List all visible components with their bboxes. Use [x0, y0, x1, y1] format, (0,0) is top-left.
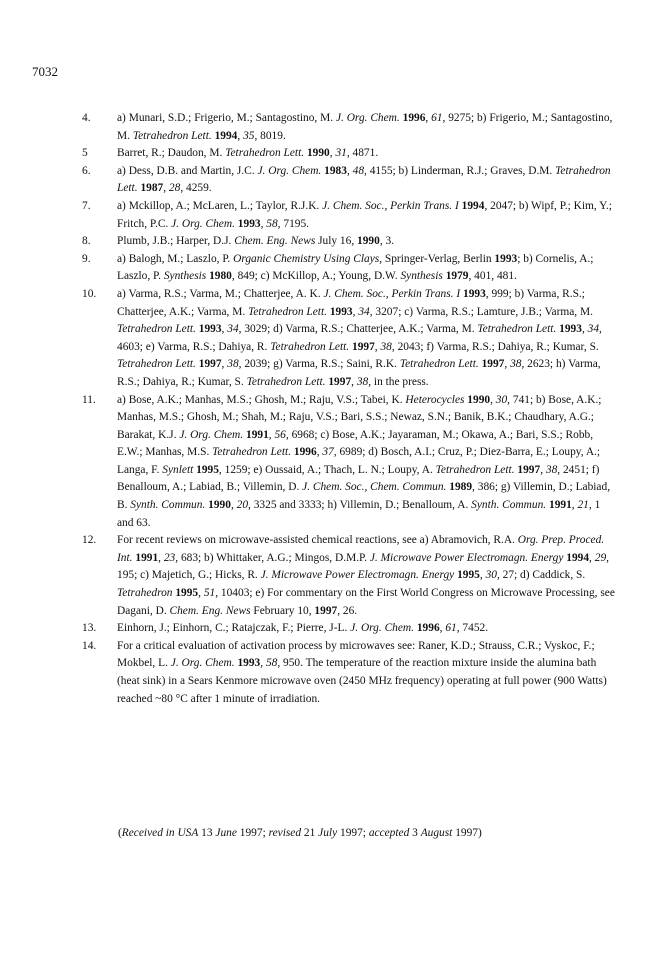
reference-number: 7. [82, 199, 91, 212]
reference-item [82, 392, 616, 533]
reference-item [82, 620, 616, 638]
reference-list [82, 110, 616, 708]
reference-item [82, 532, 616, 620]
reference-text: a) Bose, A.K.; Manhas, M.S.; Ghosh, M.; Raju, V.S.; Tabei, K. Heterocycles 1990, 30, 741; b) Bose, A.K.; Manhas, M.S.; Ghosh, M.; Shah, M.; Raju, V.S.; Bari, S.S.; Newaz, S.N.; Banik, B.K.; Chaudhary, A.G.; Barakat, K.J. J. Org. Chem. 1991, 56, 6968; c) Bose, A.K.; Jayaraman, M.; Okawa, A.; Bari, S.S.; Robb, E.W.; Manhas, M.S. Tetrahedron Lett. 1996, 37, 6989; d) Bosch, A.I.; Cruz, P.; Diez-Barra, E.; Loupy, A.; Langa, F. Synlett 1995, 1259; e) Oussaid, A.; Thach, L. N.; Loupy, A. Tetrahedron Lett. 1997, 38, 2451; f) Benalloum, A.; Labiad, B.; Villemin, D. J. Chem. Soc., Chem. Commun. 1989, 386; g) Villemin, D.; Labiad, B. Synth. Commun. 1990, 20, 3325 and 3333; h) Villemin, D.; Benalloum, A. Synth. Commun. 1991, 21, 1 and 63. [117, 393, 611, 529]
reference-number: 11. [82, 393, 96, 406]
reference-text: a) Dess, D.B. and Martin, J.C. J. Org. Chem. 1983, 48, 4155; b) Linderman, R.J.; Graves, D.M. Tetrahedron Lett. 1987, 28, 4259. [117, 164, 611, 195]
page-number: 7032 [32, 64, 58, 79]
reference-number: 12. [82, 534, 97, 547]
reference-text: Einhorn, J.; Einhorn, C.; Ratajczak, F.; Pierre, J-L. J. Org. Chem. 1996, 61, 7452. [117, 622, 489, 635]
reference-number: 9. [82, 252, 91, 265]
received-dates-line: (Received in USA 13 June 1997; revised 21 July 1997; accepted 3 August 1997) [118, 827, 482, 839]
reference-text: Barret, R.; Daudon, M. Tetrahedron Lett. 1990, 31, 4871. [117, 147, 379, 160]
reference-number: 4. [82, 112, 91, 124]
reference-item [82, 198, 616, 233]
reference-text: a) Munari, S.D.; Frigerio, M.; Santagostino, M. J. Org. Chem. 1996, 61, 9275; b) Frigerio, M.; Santagostino, M. Tetrahedron Lett. 1994, 35, 8019. [117, 112, 613, 142]
reference-text: a) Balogh, M.; Laszlo, P. Organic Chemistry Using Clays, Springer-Verlag, Berlin 1993; b) Cornelis, A.; Laszlo, P. Synthesis 1980, 849; c) McKillop, A.; Young, D.W. Synthesis 1979, 401, 481. [117, 252, 594, 283]
reference-text: Plumb, J.B.; Harper, D.J. Chem. Eng. News July 16, 1990, 3. [117, 235, 395, 248]
reference-item [82, 145, 616, 163]
reference-number: 8. [82, 235, 91, 248]
reference-text: For a critical evaluation of activation process by microwaves see: Raner, K.D.; Strauss, C.R.; Vyskoc, F.; Mokbel, L. J. Org. Chem. 1993, 58, 950. The temperature of the reaction mixture inside the alumina bath (heat sink) in a Sears Kenmore microwave oven (2450 MHz frequency) operating at full power (900 Watts) reached ~80 °C after 1 minute of irradiation. [117, 639, 607, 705]
reference-item [82, 233, 616, 251]
reference-number: 13. [82, 622, 97, 635]
reference-item [82, 638, 616, 708]
reference-text: a) Mckillop, A.; McLaren, L.; Taylor, R.J.K. J. Chem. Soc., Perkin Trans. I 1994, 2047; b) Wipf, P.; Kim, Y.; Fritch, P.C. J. Org. Chem. 1993, 58, 7195. [117, 199, 612, 230]
reference-number: 6. [82, 164, 91, 177]
reference-item [82, 163, 616, 198]
reference-item [82, 251, 616, 286]
reference-text: For recent reviews on microwave-assisted chemical reactions, see a) Abramovich, R.A. Org. Prep. Proced. Int. 1991, 23, 683; b) Whittaker, A.G.; Mingos, D.M.P. J. Microwave Power Electromagn. Energy 1994, 29, 195; c) Majetich, G.; Hicks, R. J. Microwave Power Electromagn. Energy 1995, 30, 27; d) Caddick, S. Tetrahedron 1995, 51, 10403; e) For commentary on the First World Congress on Microwave Processing, see Dagani, D. Chem. Eng. News February 10, 1997, 26. [117, 534, 615, 617]
reference-number: 5 [82, 147, 88, 160]
reference-item [82, 286, 616, 392]
reference-item [82, 110, 616, 145]
reference-text: a) Varma, R.S.; Varma, M.; Chatterjee, A. K. J. Chem. Soc., Perkin Trans. I 1993, 999; b) Varma, R.S.; Chatterjee, A.K.; Varma, M. Tetrahedron Lett. 1993, 34, 3207; c) Varma, R.S.; Lamture, J.B.; Varma, M. Tetrahedron Lett. 1993, 34, 3029; d) Varma, R.S.; Chatterjee, A.K.; Varma, M. Tetrahedron Lett. 1993, 34, 4603; e) Varma, R.S.; Dahiya, R. Tetrahedron Lett. 1997, 38, 2043; f) Varma, R.S.; Dahiya, R.; Kumar, S. Tetrahedron Lett. 1997, 38, 2039; g) Varma, R.S.; Saini, R.K. Tetrahedron Lett. 1997, 38, 2623; h) Varma, R.S.; Dahiya, R.; Kumar, S. Tetrahedron Lett. 1997, 38, in the press. [117, 287, 602, 388]
reference-number: 10. [82, 287, 97, 300]
reference-number: 14. [82, 639, 97, 652]
